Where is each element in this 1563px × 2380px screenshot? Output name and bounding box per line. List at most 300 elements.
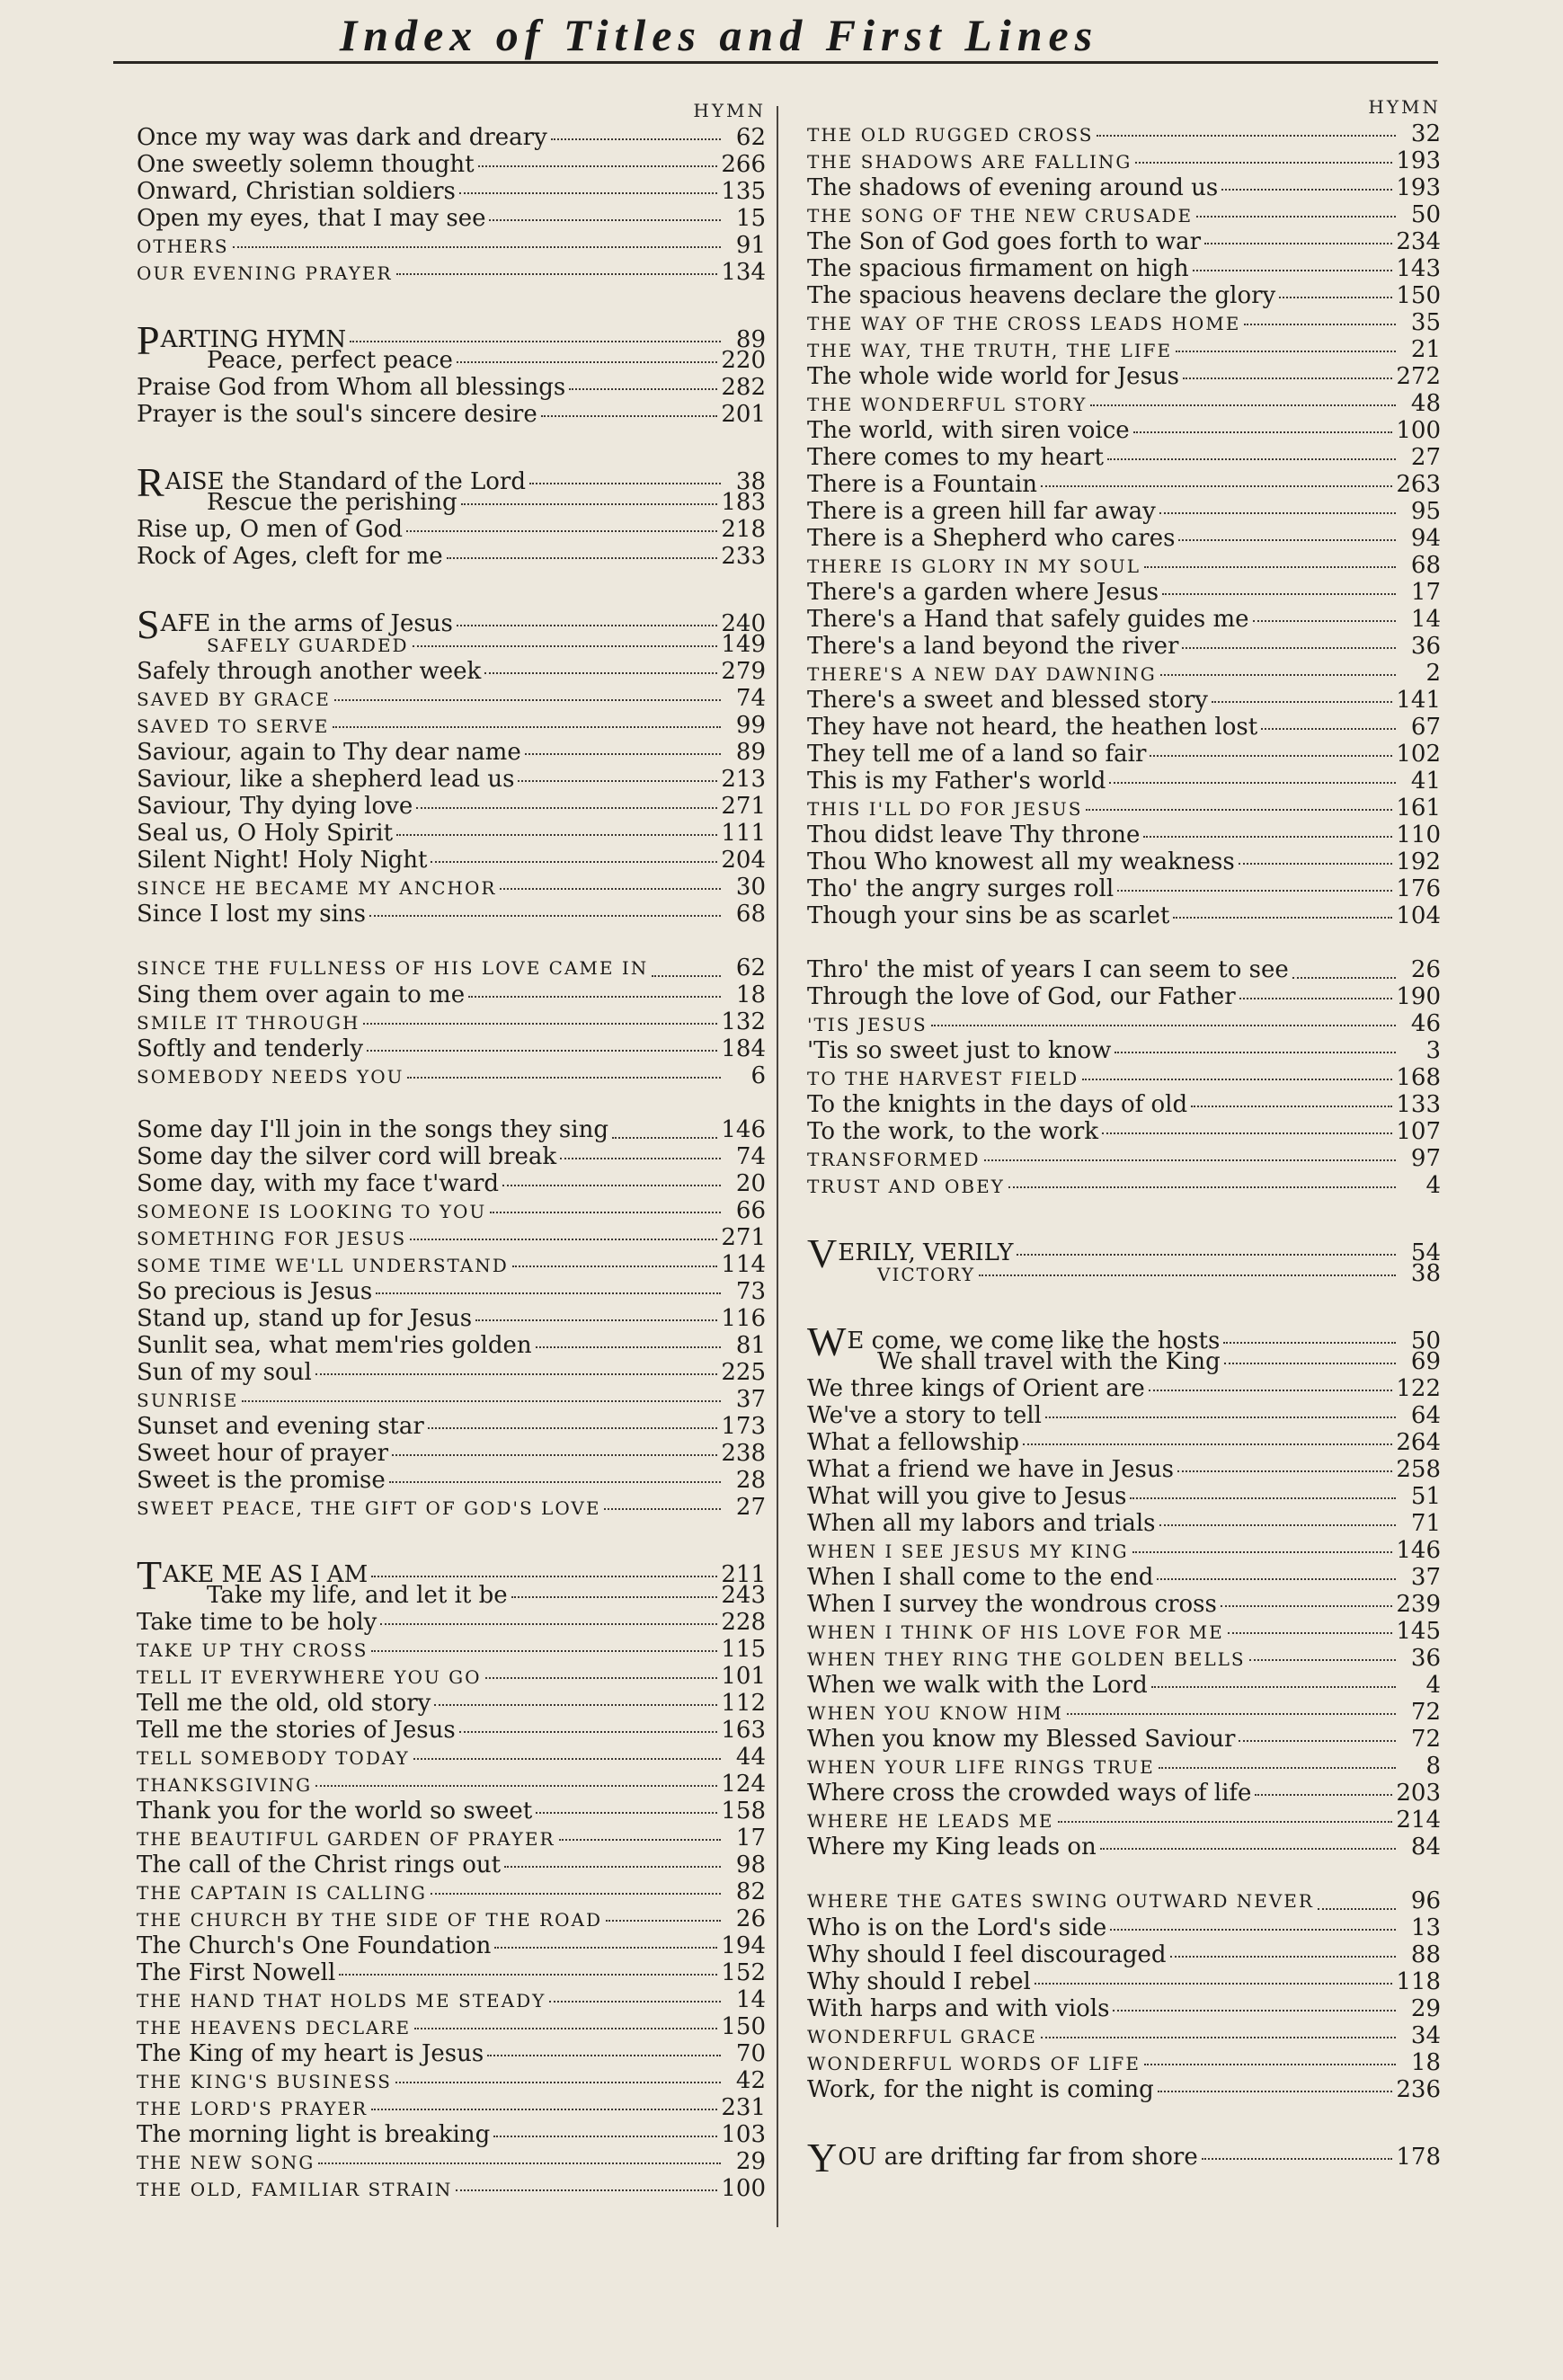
hymn-number: 145 <box>1396 1618 1441 1645</box>
entry-text: Through the love of God, our Father <box>807 983 1236 1010</box>
entry-text: TAKE UP THY CROSS <box>137 1639 369 1661</box>
section-gap <box>807 1199 1441 1233</box>
dot-leader <box>1151 1685 1396 1688</box>
dot-leader <box>559 1838 721 1841</box>
entry-text: Though your sins be as scarlet <box>807 902 1170 929</box>
dot-leader <box>529 482 721 484</box>
dot-leader <box>434 1703 717 1706</box>
index-entry <box>807 1834 1441 1860</box>
entry-title <box>137 1170 499 1197</box>
entry-text: Some day I'll join in the songs they sing <box>137 1116 608 1143</box>
hymn-number: 99 <box>735 712 766 739</box>
entry-title <box>807 661 1157 688</box>
entry-title <box>807 1619 1224 1646</box>
index-entry <box>137 1305 766 1332</box>
entry-text: Where my King leads on <box>807 1834 1097 1860</box>
entry-text: Rise up, O men of God <box>137 516 404 543</box>
index-entry <box>137 151 766 178</box>
entry-text: WHEN I SEE JESUS MY KING <box>807 1541 1129 1562</box>
index-entry <box>807 660 1441 687</box>
index-entry <box>807 1564 1441 1591</box>
index-entry <box>137 2067 766 2094</box>
hymn-number: 88 <box>1410 1941 1441 1968</box>
hymn-number: 118 <box>1396 1968 1441 1995</box>
entry-title <box>137 1495 600 1522</box>
entry-text: SOMEONE IS LOOKING TO YOU <box>137 1201 487 1222</box>
hymn-number: 68 <box>1410 552 1441 579</box>
entry-text: OTHERS <box>137 235 229 257</box>
hymn-number: 89 <box>735 326 766 353</box>
entry-title <box>807 1037 1111 1064</box>
hymn-number: 279 <box>721 658 766 685</box>
dot-leader <box>318 2162 721 2164</box>
entry-text: Safely through another week <box>137 658 482 685</box>
index-entry <box>807 1172 1441 1199</box>
index-entry <box>137 2148 766 2175</box>
entry-text: TELL IT EVERYWHERE YOU GO <box>137 1666 482 1688</box>
hymn-number: 266 <box>721 151 766 178</box>
hymn-number: 70 <box>735 2040 766 2067</box>
entry-title <box>137 1225 406 1252</box>
entry-text: Saviour, Thy dying love <box>137 793 413 820</box>
entry-title <box>137 1035 363 1062</box>
entry-title <box>137 1332 532 1359</box>
entry-text: Take time to be holy <box>137 1609 377 1636</box>
dot-leader <box>233 245 721 248</box>
dot-leader <box>1318 1907 1396 1910</box>
dot-leader <box>1182 646 1396 649</box>
entry-title <box>137 401 537 428</box>
hymn-number: 132 <box>721 1008 766 1035</box>
entry-title <box>137 1879 427 1906</box>
hymn-number: 141 <box>1396 687 1441 714</box>
entry-title <box>137 632 409 659</box>
hymn-number: 263 <box>1396 471 1441 498</box>
dot-leader <box>1109 781 1396 784</box>
index-entry <box>807 1995 1441 2022</box>
index-entry <box>807 282 1441 309</box>
entry-text: Work, for the night is coming <box>807 2076 1154 2103</box>
entry-text: THE CHURCH BY THE SIDE OF THE ROAD <box>137 1909 603 1931</box>
entry-title <box>807 2135 1198 2180</box>
section-gap <box>137 428 766 462</box>
entry-title <box>807 1375 1145 1402</box>
hymn-number: 112 <box>721 1690 766 1717</box>
index-entry <box>807 1618 1441 1645</box>
hymn-number: 149 <box>721 631 766 658</box>
index-entry <box>137 232 766 259</box>
hymn-number: 29 <box>735 2148 766 2175</box>
dot-leader <box>931 1024 1396 1026</box>
entry-title <box>807 363 1179 390</box>
hymn-number: 68 <box>735 901 766 928</box>
entry-text: AFE in the arms of Jesus <box>160 610 453 637</box>
entry-text: Saviour, like a shepherd lead us <box>137 766 515 793</box>
entry-text: We've a story to tell <box>807 1402 1042 1429</box>
hymn-number: 32 <box>1410 120 1441 147</box>
hymn-number: 114 <box>721 1251 766 1278</box>
dot-leader <box>484 671 717 674</box>
entry-title <box>807 1146 981 1173</box>
hymn-number: 42 <box>735 2067 766 2094</box>
dot-leader <box>1041 484 1392 487</box>
entry-text: What a fellowship <box>807 1429 1020 1456</box>
entry-title <box>807 417 1130 444</box>
entry-text: Sunset and evening star <box>137 1413 424 1440</box>
index-entry <box>137 1852 766 1878</box>
entry-title <box>137 901 366 928</box>
entry-text: ARTING HYMN <box>160 326 347 353</box>
entry-title <box>807 1941 1167 1968</box>
index-entry <box>137 1008 766 1035</box>
index-entry <box>807 1375 1441 1402</box>
index-entry <box>807 2076 1441 2103</box>
dot-leader <box>979 1274 1396 1276</box>
hymn-number: 97 <box>1410 1145 1441 1172</box>
index-entry <box>807 1726 1441 1753</box>
page-title: Index of Titles and First Lines <box>339 10 1099 60</box>
entry-text: Prayer is the soul's sincere desire <box>137 401 537 428</box>
entry-text: Sunlit sea, what mem'ries golden <box>137 1332 532 1359</box>
index-entry <box>137 1798 766 1825</box>
entry-title <box>137 1772 312 1798</box>
entry-title <box>807 1456 1174 1483</box>
dot-leader <box>1130 1496 1396 1499</box>
entry-title <box>807 1754 1155 1781</box>
hymn-number: 258 <box>1396 1456 1441 1483</box>
entry-title <box>807 2050 1141 2077</box>
dot-leader <box>468 995 721 998</box>
index-entry <box>137 1359 766 1386</box>
index-entry <box>137 401 766 428</box>
index-entry <box>137 1771 766 1798</box>
dot-leader <box>396 272 718 275</box>
dot-leader <box>1193 269 1393 271</box>
entry-text: WHEN THEY RING THE GOLDEN BELLS <box>807 1648 1246 1670</box>
dot-leader <box>1135 161 1392 164</box>
hymn-number: 41 <box>1410 768 1441 795</box>
entry-title <box>137 1198 486 1225</box>
index-entry <box>137 1197 766 1224</box>
entry-title <box>137 1852 501 1878</box>
entry-text: There is a green hill far away <box>807 498 1156 525</box>
entry-text: SAVED BY GRACE <box>137 688 331 710</box>
index-entry <box>807 1591 1441 1618</box>
index-entry <box>137 1717 766 1744</box>
hymn-number: 115 <box>721 1636 766 1663</box>
hymn-number: 282 <box>721 374 766 401</box>
dot-leader <box>1097 134 1396 137</box>
dot-leader <box>459 1730 718 1733</box>
hymn-number: 104 <box>1396 902 1441 929</box>
index-entry <box>807 390 1441 417</box>
hymn-number: 73 <box>735 1278 766 1305</box>
hymn-number: 213 <box>721 766 766 793</box>
hymn-number: 146 <box>1396 1537 1441 1564</box>
dot-leader <box>407 1076 721 1079</box>
hymn-number: 220 <box>721 347 766 374</box>
entry-text: THE WAY, THE TRUTH, THE LIFE <box>807 340 1173 361</box>
hymn-number: 64 <box>1410 1402 1441 1429</box>
dot-leader <box>406 529 717 532</box>
hymn-number: 152 <box>721 1959 766 1986</box>
entry-text: SWEET PEACE, THE GIFT OF GOD'S LOVE <box>137 1497 601 1519</box>
entry-text: Sweet is the promise <box>137 1467 386 1494</box>
index-entry <box>807 606 1441 633</box>
dot-leader <box>487 2054 721 2056</box>
hymn-number: 69 <box>1410 1348 1441 1375</box>
index-entry <box>807 902 1441 929</box>
hymn-number: 91 <box>735 232 766 259</box>
dot-leader <box>1223 1341 1396 1344</box>
index-entry <box>807 120 1441 147</box>
dot-leader <box>1082 1078 1392 1080</box>
entry-text: Thank you for the world so sweet <box>137 1798 533 1825</box>
entry-title <box>807 1429 1019 1456</box>
index-entry <box>137 1494 766 1521</box>
dot-leader <box>410 1238 717 1240</box>
hymn-number: 111 <box>721 820 766 847</box>
entry-text: SMILE IT THROUGH <box>137 1012 360 1034</box>
index-entry <box>807 309 1441 336</box>
hymn-number: 240 <box>721 610 766 637</box>
dot-leader <box>431 1892 721 1895</box>
entry-title <box>807 444 1104 471</box>
dot-leader <box>652 974 721 977</box>
hymn-number: 37 <box>1410 1564 1441 1591</box>
index-entry <box>807 2135 1441 2180</box>
index-entry <box>807 1010 1441 1037</box>
hymn-number: 218 <box>721 516 766 543</box>
dot-leader <box>1160 673 1396 676</box>
dot-leader <box>334 698 721 701</box>
entry-text: THIS I'LL DO FOR JESUS <box>807 798 1083 820</box>
index-entry <box>807 1456 1441 1483</box>
hymn-number: 48 <box>1410 390 1441 417</box>
entry-title <box>137 793 413 820</box>
dot-leader <box>457 360 717 363</box>
entry-title <box>807 957 1289 983</box>
entry-text: SUNRISE <box>137 1390 239 1411</box>
entry-title <box>807 1118 1098 1145</box>
entry-title <box>807 525 1175 552</box>
entry-title <box>807 202 1193 229</box>
hymn-number: 17 <box>1410 579 1441 606</box>
dot-leader <box>1115 1051 1396 1053</box>
index-entry <box>137 2121 766 2148</box>
dot-leader <box>1158 2090 1393 2092</box>
entry-text: OUR EVENING PRAYER <box>137 262 393 284</box>
entry-title <box>137 739 521 766</box>
dot-leader <box>339 1973 717 1976</box>
index-entry <box>807 687 1441 714</box>
entry-text: Rock of Ages, cleft for me <box>137 543 443 570</box>
index-entry <box>807 1429 1441 1456</box>
hymn-number: 116 <box>721 1305 766 1332</box>
index-column-right <box>807 93 1441 2180</box>
index-entry <box>137 178 766 205</box>
hymn-number: 14 <box>1410 606 1441 633</box>
index-entry <box>137 2040 766 2067</box>
index-entry <box>807 525 1441 552</box>
hymn-number: 163 <box>721 1717 766 1744</box>
index-entry <box>807 1037 1441 1064</box>
entry-text: E come, we come like the hosts <box>847 1328 1221 1354</box>
hymn-number: 46 <box>1410 1010 1441 1037</box>
index-entry <box>807 1941 1441 1968</box>
entry-title <box>137 374 565 401</box>
entry-text: Stand up, stand up for Jesus <box>137 1305 473 1332</box>
entry-text: Who is on the Lord's side <box>807 1914 1107 1941</box>
entry-text: OU are drifting far from shore <box>838 2144 1198 2171</box>
entry-text: THE NEW SONG <box>137 2152 315 2173</box>
entry-title <box>807 2076 1154 2103</box>
dot-leader <box>549 2000 721 2003</box>
drop-cap-letter: T <box>137 1552 163 1598</box>
entry-text: WHEN I THINK OF HIS LOVE FOR ME <box>807 1621 1224 1643</box>
hymn-number: 72 <box>1410 1726 1441 1753</box>
entry-text: There's a sweet and blessed story <box>807 687 1208 714</box>
dot-leader <box>518 779 717 782</box>
entry-title <box>137 1387 238 1414</box>
index-entry <box>807 714 1441 741</box>
entry-title <box>807 579 1159 606</box>
entry-title <box>807 1538 1129 1565</box>
column-divider <box>777 106 778 2227</box>
entry-title <box>807 983 1236 1010</box>
entry-text: TRUST AND OBEY <box>807 1176 1005 1197</box>
entry-text: The spacious heavens declare the glory <box>807 282 1276 309</box>
entry-title <box>807 848 1235 875</box>
dot-leader <box>413 1757 721 1760</box>
dot-leader <box>604 1507 721 1510</box>
entry-text: The spacious firmament on high <box>807 255 1189 282</box>
hymn-number: 100 <box>1396 417 1441 444</box>
dot-leader <box>1090 404 1396 406</box>
hymn-number: 26 <box>735 1905 766 1932</box>
entry-title <box>137 1009 360 1036</box>
index-entry <box>807 579 1441 606</box>
hymn-number: 36 <box>1410 633 1441 660</box>
entry-text: With harps and with viols <box>807 1995 1110 2022</box>
entry-text: The Church's One Foundation <box>137 1932 492 1959</box>
hymn-number: 8 <box>1425 1753 1441 1780</box>
entry-title <box>137 347 453 374</box>
index-entry <box>137 1825 766 1852</box>
entry-title <box>137 489 457 516</box>
dot-leader <box>1159 1766 1396 1769</box>
hymn-number: 192 <box>1396 848 1441 875</box>
entry-text: Thro' the mist of years I can seem to see <box>807 956 1289 983</box>
dot-leader <box>1170 1955 1396 1958</box>
hymn-number: 38 <box>735 468 766 495</box>
dot-leader <box>1221 188 1392 191</box>
hymn-number: 161 <box>1396 795 1441 821</box>
dot-leader <box>350 340 721 342</box>
entry-title <box>807 1173 1005 1200</box>
index-entry <box>807 633 1441 660</box>
dot-leader <box>1173 916 1392 919</box>
entry-text: THE WAY OF THE CROSS LEADS HOME <box>807 313 1241 334</box>
index-entry <box>807 552 1441 579</box>
entry-title <box>807 553 1141 580</box>
index-entry <box>137 685 766 712</box>
entry-text: There's a garden where Jesus <box>807 579 1159 606</box>
entry-text: The call of the Christ rings out <box>137 1852 502 1878</box>
entry-text: Why should I feel discouraged <box>807 1941 1167 1968</box>
entry-title <box>137 260 393 287</box>
hymn-number: 103 <box>721 2121 766 2148</box>
index-entry <box>137 1636 766 1663</box>
entry-text: SAFELY GUARDED <box>207 635 409 656</box>
index-entry <box>807 1645 1441 1672</box>
hymn-number: 102 <box>1396 741 1441 768</box>
entry-text: WHERE HE LEADS ME <box>807 1810 1054 1832</box>
dot-leader <box>371 1575 717 1577</box>
entry-title <box>137 847 427 874</box>
entry-text: Thou Who knowest all my weakness <box>807 848 1235 875</box>
hymn-number: 190 <box>1396 983 1441 1010</box>
entry-title <box>137 1117 608 1143</box>
entry-title <box>807 1807 1054 1834</box>
entry-text: We three kings of Orient are <box>807 1375 1145 1402</box>
hymn-number: 110 <box>1396 821 1441 848</box>
entry-text: THE KING'S BUSINESS <box>137 2071 392 2092</box>
dot-leader <box>392 1453 717 1456</box>
dot-leader <box>1224 1362 1396 1364</box>
dot-leader <box>475 1319 717 1321</box>
index-entry <box>137 739 766 766</box>
entry-text: What will you give to Jesus <box>807 1483 1127 1510</box>
entry-text: THE HAND THAT HOLDS ME STEADY <box>137 1990 546 2011</box>
hymn-number: 72 <box>1410 1699 1441 1726</box>
hymn-number: 18 <box>1410 2049 1441 2076</box>
entry-title <box>807 282 1275 309</box>
drop-cap-letter: R <box>137 459 164 505</box>
entry-title <box>137 1717 456 1744</box>
entry-text: The shadows of evening around us <box>807 174 1219 201</box>
dot-leader <box>371 2108 717 2110</box>
dot-leader <box>315 1784 717 1787</box>
entry-text: Tho' the angry surges roll <box>807 875 1115 902</box>
entry-title <box>807 148 1132 175</box>
dot-leader <box>569 387 717 390</box>
entry-title <box>137 1959 335 1986</box>
hymn-number: 124 <box>721 1771 766 1798</box>
hymn-number: 36 <box>1410 1645 1441 1672</box>
hymn-number: 18 <box>735 981 766 1008</box>
entry-text: SINCE THE FULLNESS OF HIS LOVE CAME IN <box>137 957 649 979</box>
entry-title <box>137 1359 312 1386</box>
entry-title <box>807 1065 1079 1092</box>
entry-title <box>807 255 1189 282</box>
entry-title <box>137 1305 472 1332</box>
index-entry <box>137 1663 766 1690</box>
index-entry <box>137 928 766 981</box>
entry-title <box>137 1798 532 1825</box>
hymn-number: 264 <box>1396 1429 1441 1456</box>
hymn-number: 21 <box>1410 336 1441 363</box>
entry-text: Silent Night! Holy Night <box>137 847 428 874</box>
hymn-number: 50 <box>1410 1328 1441 1354</box>
dot-leader <box>485 1676 718 1679</box>
dot-leader <box>1041 2036 1396 2038</box>
dot-leader <box>489 218 721 221</box>
index-entry <box>137 1386 766 1413</box>
entry-title <box>807 1483 1126 1510</box>
entry-title <box>807 1834 1097 1860</box>
dot-leader <box>1107 457 1396 460</box>
